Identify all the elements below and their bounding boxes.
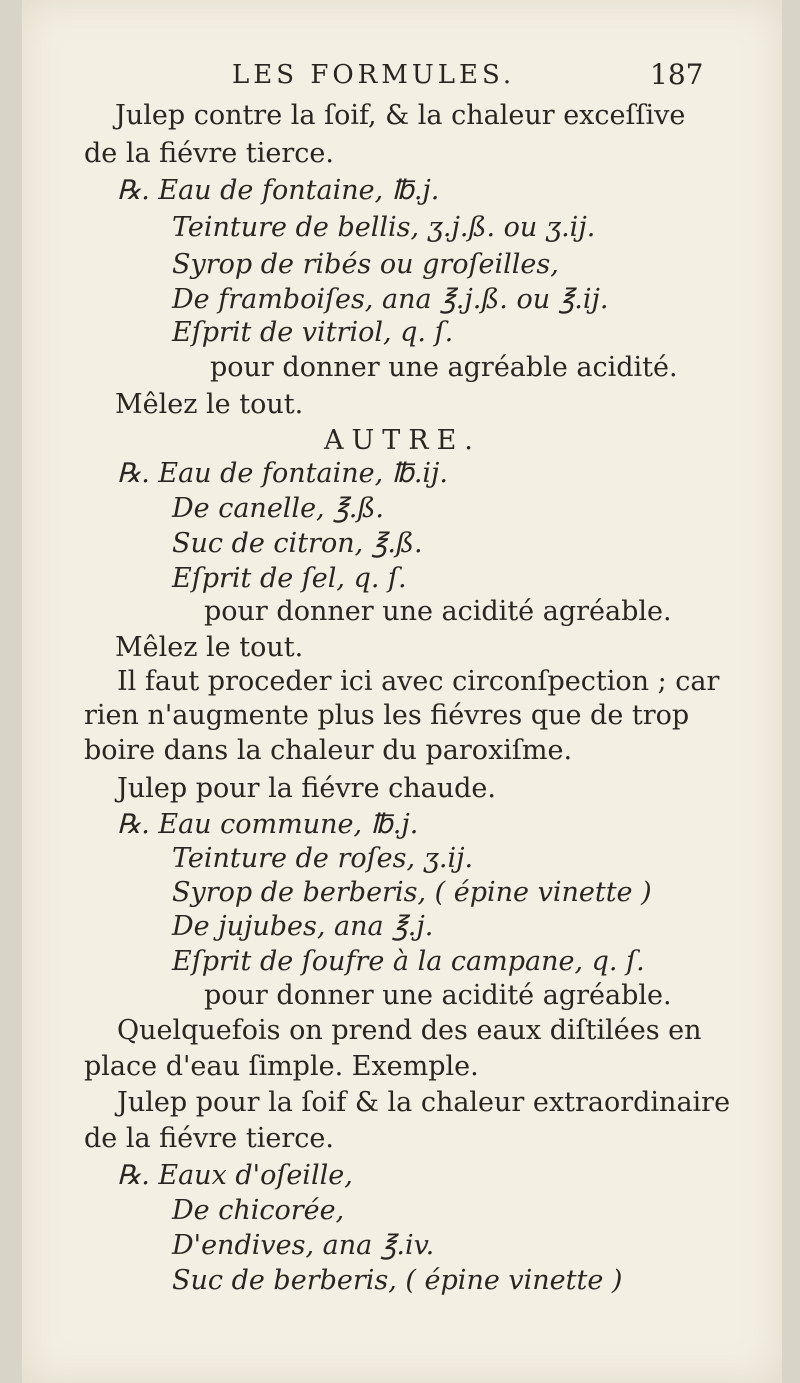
page-number: 187	[650, 58, 704, 91]
recipe-line: Eſprit de vitriol, q. ſ.	[172, 317, 454, 348]
recipe-line: De chicorée,	[172, 1195, 345, 1226]
text-line: rien n'augmente plus les fiévres que de trop	[84, 700, 690, 731]
recipe-line: Suc de berberis, ( épine vinette )	[172, 1265, 623, 1296]
recipe-line: D'endives, ana ℥.iv.	[172, 1230, 435, 1261]
recipe-line: Eſprit de ſoufre à la campane, q. ſ.	[172, 946, 645, 977]
text-line: boire dans la chaleur du paroxiſme.	[84, 735, 573, 766]
recipe-line: De jujubes, ana ℥.j.	[172, 911, 434, 942]
text-line: de la fiévre tierce.	[84, 138, 334, 169]
text-line: Quelquefois on prend des eaux diſtilées en	[117, 1015, 702, 1046]
text-line: pour donner une acidité agréable.	[204, 980, 672, 1011]
text-line: pour donner une agréable acidité.	[210, 352, 678, 383]
running-header: LES FORMULES.	[232, 60, 516, 90]
recipe-line: Syrop de ribés ou groſeilles,	[172, 249, 559, 280]
recipe-line: De canelle, ℥.ß.	[172, 493, 385, 524]
text-line: Julep pour la fiévre chaude.	[117, 773, 496, 804]
recipe-line: Teinture de roſes, ʒ.ij.	[172, 843, 474, 874]
recipe-line: De framboiſes, ana ℥.j.ß. ou ℥.ij.	[172, 284, 609, 315]
text-line: place d'eau ſimple. Exemple.	[84, 1051, 479, 1082]
text-line: Mêlez le tout.	[115, 632, 304, 663]
text-line: Julep pour la ſoif & la chaleur extraordinaire	[117, 1087, 731, 1118]
recipe-line: Syrop de berberis, ( épine vinette )	[172, 877, 652, 908]
recipe-line: ℞. Eau de fontaine, ℔.ij.	[117, 458, 449, 489]
text-line: pour donner une acidité agréable.	[204, 596, 672, 627]
recipe-line: Suc de citron, ℥.ß.	[172, 528, 423, 559]
book-page	[22, 0, 782, 1383]
text-line: Julep contre la ſoif, & la chaleur exceſſive	[115, 100, 686, 131]
text-line: Mêlez le tout.	[115, 389, 304, 420]
recipe-line: ℞. Eaux d'oſeille,	[117, 1160, 353, 1191]
text-line: de la fiévre tierce.	[84, 1123, 334, 1154]
recipe-line: ℞. Eau de fontaine, ℔.j.	[117, 175, 440, 206]
recipe-line: ℞. Eau commune, ℔.j.	[117, 809, 419, 840]
section-heading: AUTRE.	[324, 425, 481, 456]
recipe-line: Teinture de bellis, ʒ.j.ß. ou ʒ.ij.	[172, 212, 596, 243]
text-line: Il faut proceder ici avec circonſpection ; car	[117, 666, 720, 697]
recipe-line: Eſprit de ſel, q. ſ.	[172, 563, 407, 594]
